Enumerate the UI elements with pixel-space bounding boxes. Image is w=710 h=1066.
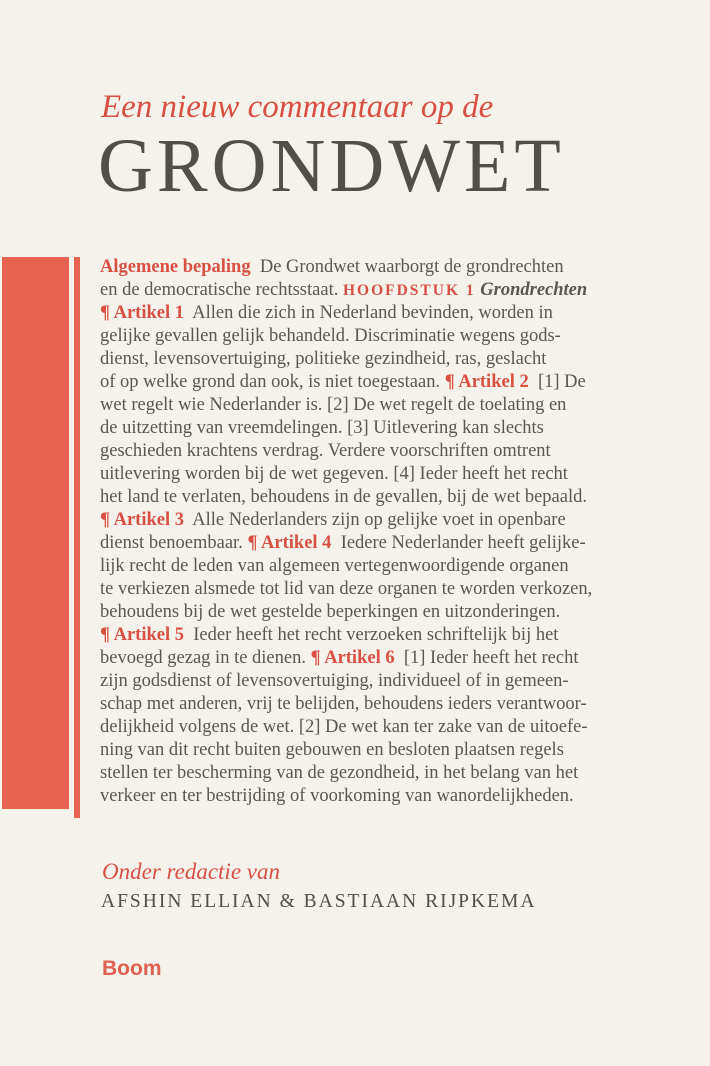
excerpt-line bbox=[100, 325, 660, 348]
excerpt-text: stellen ter bescherming van de gezondheid, in het belang van het bbox=[100, 763, 579, 783]
excerpt-text: verkeer en ter bestrijding of voorkoming van wanordelijkheden. bbox=[100, 786, 574, 806]
article-label: ¶ Artikel 5 bbox=[100, 625, 184, 645]
excerpt-line bbox=[100, 785, 660, 808]
excerpt-text: en de democratische rechtsstaat. bbox=[100, 280, 343, 300]
excerpt-line bbox=[100, 486, 660, 509]
excerpt-text: Iedere Nederlander heeft gelijke- bbox=[331, 533, 586, 553]
excerpt-line bbox=[100, 279, 660, 302]
excerpt-text: delijkheid volgens de wet. [2] De wet kan ter zake van de uitoefe- bbox=[100, 717, 588, 737]
excerpt-text: te verkiezen alsmede tot lid van deze organen te worden verkozen, bbox=[100, 579, 593, 599]
excerpt-text: geschieden krachtens verdrag. Verdere voorschriften omtrent bbox=[100, 441, 551, 461]
excerpt-text: lijk recht de leden van algemeen vertegenwoordigende organen bbox=[100, 556, 569, 576]
excerpt-text: [1] Ieder heeft het recht bbox=[394, 648, 579, 668]
article-label: ¶ Artikel 1 bbox=[100, 303, 184, 323]
excerpt-line bbox=[100, 716, 660, 739]
excerpt-line bbox=[100, 509, 660, 532]
editors-label: Onder redactie van bbox=[102, 859, 280, 884]
red-accent-bar-thin bbox=[74, 257, 80, 818]
excerpt-line bbox=[100, 693, 660, 716]
excerpt-line bbox=[100, 371, 660, 394]
chapter-title: Grondrechten bbox=[475, 280, 588, 300]
article-label: ¶ Artikel 2 bbox=[444, 372, 529, 392]
series-title: Een nieuw commentaar op de bbox=[101, 89, 494, 125]
publisher-logo: Boom bbox=[102, 957, 162, 980]
excerpt-text: ning van dit recht buiten gebouwen en besloten plaatsen regels bbox=[100, 740, 564, 760]
excerpt-text: uitlevering worden bij de wet gegeven. [4] Ieder heeft het recht bbox=[100, 464, 568, 484]
excerpt-line bbox=[100, 601, 660, 624]
red-accent-bar-wide bbox=[2, 257, 69, 809]
excerpt-text: bevoegd gezag in te dienen. bbox=[100, 648, 311, 668]
article-label: ¶ Artikel 4 bbox=[247, 533, 332, 553]
excerpt-text: wet regelt wie Nederlander is. [2] De wet regelt de toelating en bbox=[100, 395, 567, 415]
excerpt-text: Alle Nederlanders zijn op gelijke voet in openbare bbox=[183, 510, 566, 530]
excerpt-line bbox=[100, 348, 660, 371]
excerpt-line bbox=[100, 555, 660, 578]
excerpt-line bbox=[100, 417, 660, 440]
book-title: GRONDWET bbox=[98, 124, 565, 208]
excerpt-text: de uitzetting van vreemdelingen. [3] Uitlevering kan slechts bbox=[100, 418, 544, 438]
excerpt-text: De Grondwet waarborgt de grondrechten bbox=[250, 257, 564, 277]
excerpt-text: gelijke gevallen gelijk behandeld. Discriminatie wegens gods- bbox=[100, 326, 561, 346]
constitution-excerpt bbox=[100, 256, 660, 808]
excerpt-line bbox=[100, 463, 660, 486]
excerpt-line bbox=[100, 578, 660, 601]
excerpt-text: behoudens bij de wet gestelde beperkingen en uitzonderingen. bbox=[100, 602, 561, 622]
excerpt-line bbox=[100, 302, 660, 325]
excerpt-line bbox=[100, 670, 660, 693]
excerpt-text: Allen die zich in Nederland bevinden, worden in bbox=[183, 303, 553, 323]
article-label: ¶ Artikel 3 bbox=[100, 510, 184, 530]
excerpt-text: [1] De bbox=[528, 372, 586, 392]
article-label: Algemene bepaling bbox=[100, 257, 251, 277]
chapter-label: HOOFDSTUK 1 bbox=[342, 282, 476, 299]
excerpt-line bbox=[100, 440, 660, 463]
excerpt-text: dienst benoembaar. bbox=[100, 533, 248, 553]
excerpt-line bbox=[100, 739, 660, 762]
excerpt-text: Ieder heeft het recht verzoeken schriftelijk bij het bbox=[183, 625, 559, 645]
excerpt-text: dienst, levensovertuiging, politieke gezindheid, ras, geslacht bbox=[100, 349, 547, 369]
article-label: ¶ Artikel 6 bbox=[310, 648, 395, 668]
excerpt-line bbox=[100, 762, 660, 785]
excerpt-text: schap met anderen, vrij te belijden, behoudens ieders verantwoor- bbox=[100, 694, 587, 714]
excerpt-text: of op welke grond dan ook, is niet toegestaan. bbox=[100, 372, 445, 392]
excerpt-line bbox=[100, 256, 660, 279]
excerpt-line bbox=[100, 624, 660, 647]
excerpt-text: het land te verlaten, behoudens in de gevallen, bij de wet bepaald. bbox=[100, 487, 587, 507]
editors-names: AFSHIN ELLIAN & BASTIAAN RIJPKEMA bbox=[101, 891, 537, 912]
excerpt-line bbox=[100, 532, 660, 555]
excerpt-line bbox=[100, 647, 660, 670]
excerpt-line bbox=[100, 394, 660, 417]
excerpt-text: zijn godsdienst of levensovertuiging, individueel of in gemeen- bbox=[100, 671, 569, 691]
